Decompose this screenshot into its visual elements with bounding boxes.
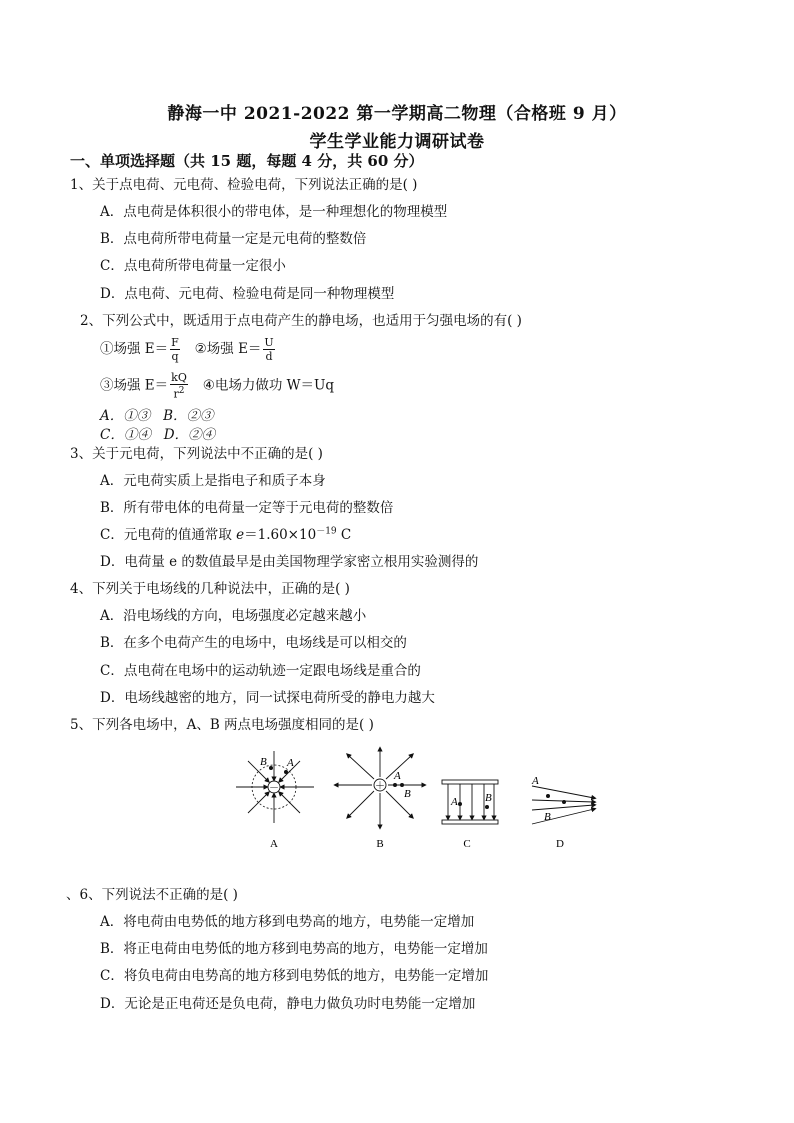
figure-c-caption: C (463, 838, 471, 850)
figure-c-label-a: A (451, 796, 458, 808)
question-2-formulas-row-1 (100, 336, 277, 363)
figure-d-nonuniform-field (526, 770, 602, 855)
figure-c-uniform-field (438, 770, 502, 855)
formula-1-fraction (170, 336, 180, 363)
figure-b-label-b: B (404, 788, 411, 800)
question-5-stem: 5、下列各电场中，A、B 两点电场强度相同的是( ) (70, 717, 374, 733)
figure-b-label-a: A (394, 770, 401, 782)
question-3-option-c (100, 523, 351, 543)
figure-a-negative-charge-field (228, 745, 324, 855)
figure-a-caption: A (270, 838, 278, 850)
question-2-options-row-2 (100, 423, 215, 443)
formula-1-label: ①场强 E＝ (100, 341, 169, 357)
question-3-option-b: B．所有带电体的电荷量一定等于元电荷的整数倍 (100, 500, 394, 516)
formula-3-den-base: r (173, 387, 179, 401)
question-2-stem: 2、下列公式中，既适用于点电荷产生的静电场，也适用于匀强电场的有( ) (80, 313, 522, 329)
formula-2-numerator: U (264, 336, 274, 349)
formula-3-numerator: kQ (171, 371, 187, 384)
question-2-options-row-1 (100, 404, 214, 424)
figure-d-label-b: B (544, 811, 551, 823)
question-3-option-c-prefix: C．元电荷的值通常取 (100, 527, 237, 543)
formula-2-fraction (263, 336, 274, 363)
figure-a-label-a: A (287, 757, 294, 769)
figure-d-label-a: A (532, 775, 539, 787)
formula-3-label: ③场强 E＝ (100, 377, 169, 394)
figure-b-positive-charge-field (332, 745, 428, 855)
formula-2-denominator: d (265, 350, 273, 363)
formula-3-denominator (170, 385, 188, 401)
formula-3-fraction (170, 371, 188, 401)
question-2-formulas-row-2 (100, 371, 334, 401)
question-6-option-d: D．无论是正电荷还是负电荷，静电力做负功时电势能一定增加 (100, 996, 476, 1012)
question-4-option-b: B．在多个电荷产生的电场中，电场线是可以相交的 (100, 635, 407, 651)
exam-title: 静海一中 2021-2022 第一学期高二物理（合格班 9 月） (167, 104, 627, 124)
figure-b-charge-sign: ＋ (375, 781, 385, 792)
formula-3-den-exponent: 2 (178, 386, 185, 396)
question-4-stem: 4、下列关于电场线的几种说法中，正确的是( ) (70, 581, 350, 597)
question-4-option-c: C．点电荷在电场中的运动轨迹一定跟电场线是重合的 (100, 663, 421, 679)
question-3-option-c-exponent: －19 (316, 526, 337, 537)
question-4-option-d: D．电场线越密的地方，同一试探电荷所受的静电力越大 (100, 690, 435, 706)
question-3-option-c-value: ＝1.60×10 (244, 527, 317, 543)
question-6-option-c: C．将负电荷由电势高的地方移到电势低的地方，电势能一定增加 (100, 968, 489, 984)
question-6-option-b: B．将正电荷由电势低的地方移到电势高的地方，电势能一定增加 (100, 941, 488, 957)
question-6-stem: 、6、下列说法不正确的是( ) (66, 887, 238, 903)
question-1-option-c: C．点电荷所带电荷量一定很小 (100, 258, 286, 274)
question-2-option-c: C．①④ (100, 427, 151, 443)
formula-1-denominator: q (171, 350, 179, 363)
question-4-option-a: A．沿电场线的方向，电场强度必定越来越小 (100, 608, 367, 624)
figure-d-caption: D (556, 838, 564, 850)
figure-a-label-b: B (260, 756, 267, 768)
question-3-option-a: A．元电荷实质上是指电子和质子本身 (100, 473, 326, 489)
question-3-option-c-var: e (236, 527, 245, 543)
question-3-stem: 3、关于元电荷，下列说法中不正确的是( ) (70, 446, 323, 462)
question-1-option-b: B．点电荷所带电荷量一定是元电荷的整数倍 (100, 231, 367, 247)
question-2-option-a: A．①③ (100, 408, 151, 424)
question-1-option-a: A．点电荷是体积很小的带电体，是一种理想化的物理模型 (100, 204, 448, 220)
question-2-option-d: D．②④ (163, 427, 216, 443)
formula-1-numerator: F (171, 336, 179, 349)
question-3-option-d: D．电荷量 e 的数值最早是由美国物理学家密立根用实验测得的 (100, 554, 479, 570)
question-6-option-a: A．将电荷由电势低的地方移到电势高的地方，电势能一定增加 (100, 914, 475, 930)
figure-c-label-b: B (485, 792, 492, 804)
question-2-option-b: B．②③ (163, 408, 214, 424)
formula-2-label: ②场强 E＝ (194, 341, 262, 357)
formula-4-label: ④电场力做功 W＝Uq (202, 377, 335, 394)
figure-b-caption: B (376, 838, 384, 850)
exam-subtitle: 学生学业能力调研试卷 (309, 132, 485, 152)
section-heading: 一、单项选择题（共 15 题，每题 4 分，共 60 分） (70, 152, 424, 170)
question-3-option-c-unit: C (336, 527, 352, 543)
figure-a-charge-sign: － (269, 783, 279, 794)
question-1-stem: 1、关于点电荷、元电荷、检验电荷，下列说法正确的是( ) (70, 177, 418, 193)
question-1-option-d: D．点电荷、元电荷、检验电荷是同一种物理模型 (100, 286, 395, 302)
